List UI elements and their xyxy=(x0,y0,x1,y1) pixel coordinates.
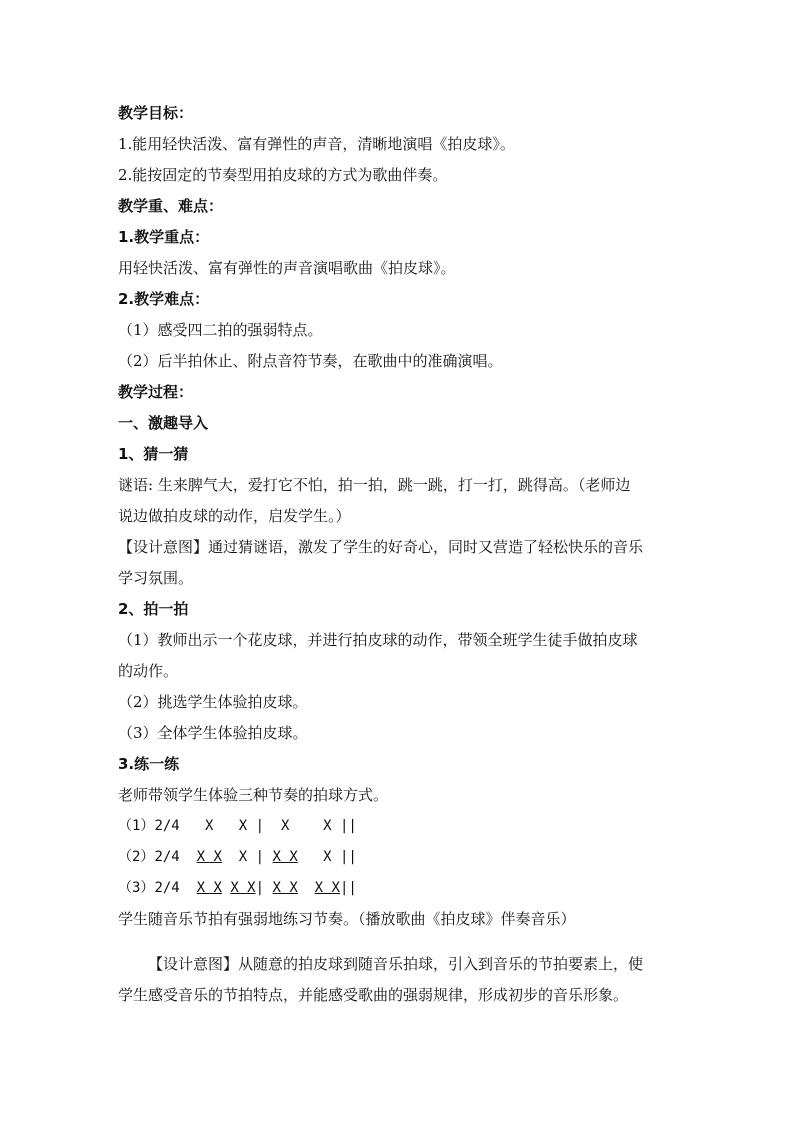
subheading-key-point: 1.教学重点： xyxy=(118,228,210,246)
rhythm-number: （1） xyxy=(118,818,155,834)
rhythm-barline: | xyxy=(255,880,265,896)
rhythm-barline: | xyxy=(255,849,265,865)
rhythm-end-barline: || xyxy=(339,818,357,834)
pat-item-1-line-1: （1）教师出示一个花皮球，并进行拍皮球的动作，带领全班学生徒手做拍皮球 xyxy=(118,631,638,649)
rhythm-note: X xyxy=(280,818,290,834)
subheading-practice: 3.练一练 xyxy=(118,755,180,773)
rhythm-note: X xyxy=(323,818,332,834)
rhythm-end-barline: || xyxy=(339,880,357,896)
rhythm-note-pair: X X xyxy=(196,880,222,896)
rhythm-number: （3） xyxy=(118,880,155,896)
rhythm-note-pair: X X xyxy=(230,880,256,896)
subheading-difficult-point: 2.教学难点： xyxy=(118,290,210,308)
rhythm-barline: | xyxy=(255,818,265,834)
practice-after-text: 学生随音乐节拍有强弱地练习节奏。（播放歌曲《拍皮球》伴奏音乐） xyxy=(118,910,576,928)
rhythm-line-1 xyxy=(118,817,357,835)
design-intent-1-line-1: 【设计意图】通过猜谜语，激发了学生的好奇心，同时又营造了轻松快乐的音乐 xyxy=(118,538,644,556)
design-intent-2-line-2: 学生感受音乐的节拍特点，并能感受歌曲的强弱规律，形成初步的音乐形象。 xyxy=(118,986,629,1004)
rhythm-end-barline: || xyxy=(339,849,357,865)
heading-teaching-process: 教学过程： xyxy=(118,383,194,401)
difficult-item-1: （1）感受四二拍的强弱特点。 xyxy=(118,321,323,339)
goal-item-1: 1.能用轻快活泼、富有弹性的声音，清晰地演唱《拍皮球》。 xyxy=(118,135,515,153)
riddle-line-2: 说边做拍皮球的动作，启发学生。） xyxy=(118,507,351,525)
pat-item-3: （3）全体学生体验拍皮球。 xyxy=(118,724,308,742)
design-intent-1-line-2: 学习氛围。 xyxy=(118,569,194,587)
rhythm-note-pair: X X xyxy=(196,849,222,865)
pat-item-1-line-2: 的动作。 xyxy=(118,662,179,680)
rhythm-note-pair: X X xyxy=(314,880,340,896)
rhythm-line-2 xyxy=(118,848,357,866)
subheading-pat: 2、拍一拍 xyxy=(118,600,189,618)
key-point-text: 用轻快活泼、富有弹性的声音演唱歌曲《拍皮球》。 xyxy=(118,259,456,277)
rhythm-line-3 xyxy=(118,879,357,897)
rhythm-meter: 2/4 xyxy=(154,880,180,896)
rhythm-note: X xyxy=(323,849,332,865)
difficult-item-2: （2）后半拍休止、附点音符节奏，在歌曲中的准确演唱。 xyxy=(118,352,503,370)
rhythm-note: X xyxy=(238,818,248,834)
design-intent-2-line-1: 【设计意图】从随意的拍皮球到随音乐拍球，引入到音乐的节拍要素上，使 xyxy=(148,955,644,973)
section-heading-intro: 一、激趣导入 xyxy=(118,414,209,432)
riddle-line-1: 谜语: 生来脾气大，爱打它不怕，拍一拍，跳一跳，打一打，跳得高。（老师边 xyxy=(118,476,631,494)
subheading-guess: 1、猜一猜 xyxy=(118,445,189,463)
rhythm-meter: 2/4 xyxy=(154,818,180,834)
pat-item-2: （2）挑选学生体验拍皮球。 xyxy=(118,693,308,711)
rhythm-note: X xyxy=(205,818,214,834)
rhythm-note: X xyxy=(238,849,248,865)
rhythm-note-pair: X X xyxy=(272,849,298,865)
heading-key-difficult: 教学重、难点： xyxy=(118,197,224,215)
rhythm-meter: 2/4 xyxy=(154,849,180,865)
practice-intro: 老师带领学生体验三种节奏的拍球方式。 xyxy=(118,786,389,804)
goal-item-2: 2.能按固定的节奏型用拍皮球的方式为歌曲伴奏。 xyxy=(118,166,448,184)
rhythm-note-pair: X X xyxy=(272,880,298,896)
heading-teaching-goals: 教学目标： xyxy=(118,104,194,122)
rhythm-number: （2） xyxy=(118,849,155,865)
